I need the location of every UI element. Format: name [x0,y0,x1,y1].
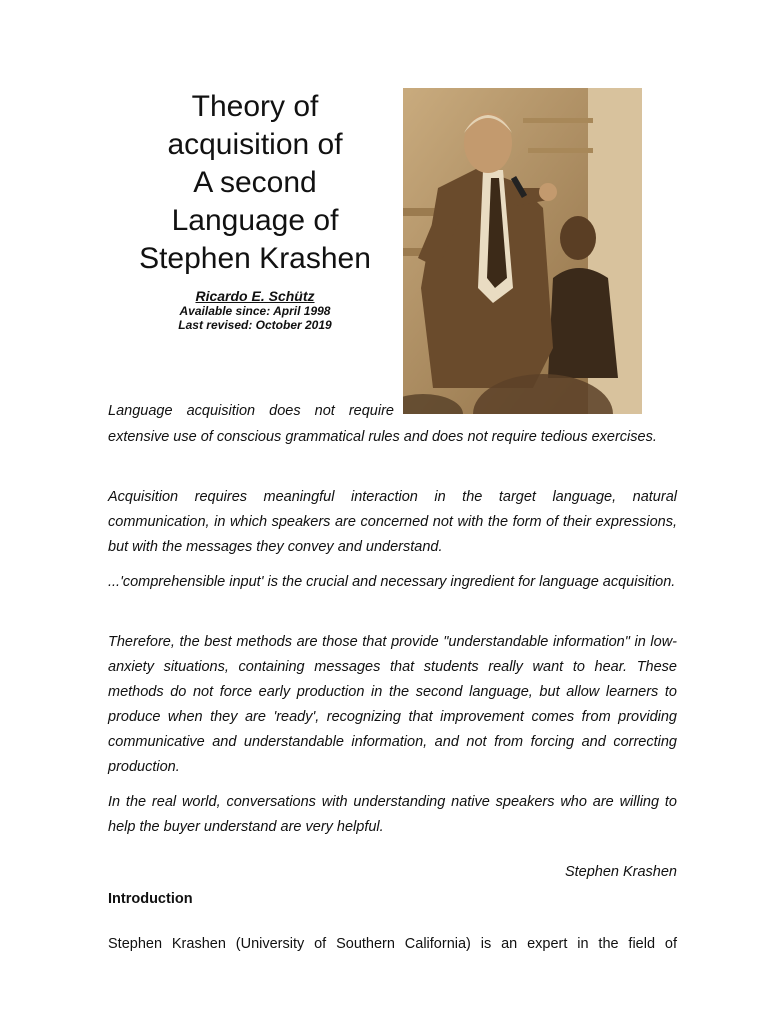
title-block [110,88,400,332]
section-heading-introduction: Introduction [108,891,193,907]
title-line-5: Stephen Krashen [139,242,371,275]
speaker-photo-illustration [403,88,642,414]
quote-paragraph-1-rest: extensive use of conscious grammatical rules and does not require tedious exercises. [108,429,657,445]
quote-signature: Stephen Krashen [564,864,677,880]
revised-date: Last revised: October 2019 [178,318,332,332]
author-byline: Ricardo E. Schütz [195,288,315,304]
intro-paragraph: Stephen Krashen (University of Southern California) is an expert in the field of [108,936,677,952]
quote-paragraph-1-start: Language acquisition does not require [108,403,394,419]
speaker-photo [403,88,642,414]
available-date: Available since: April 1998 [179,304,331,318]
title-line-2: acquisition of [167,128,343,161]
quote-paragraph-2: Acquisition requires meaningful interaction in the target language, natural communication, in which speakers are concerned not with the form of their expressions, but with the messages they convey and understand. [108,489,677,555]
quote-paragraph-4: Therefore, the best methods are those that provide "understandable information" in low-anxiety situations, containing messages that students really want to hear. These methods do not force early production in the second language, but allow learners to produce when they are 'ready', recognizing that improvement comes from providing communicative and understandable information, and not from forcing and correcting production. [108,634,677,775]
quote-paragraph-3: ...'comprehensible input' is the crucial and necessary ingredient for language acquisition. [108,574,676,590]
title-line-1: Theory of [191,90,319,123]
title-line-3: A second [193,166,317,199]
title-line-4: Language of [171,204,339,237]
quote-paragraph-5: In the real world, conversations with understanding native speakers who are willing to help the buyer understand are very helpful. [108,794,677,835]
